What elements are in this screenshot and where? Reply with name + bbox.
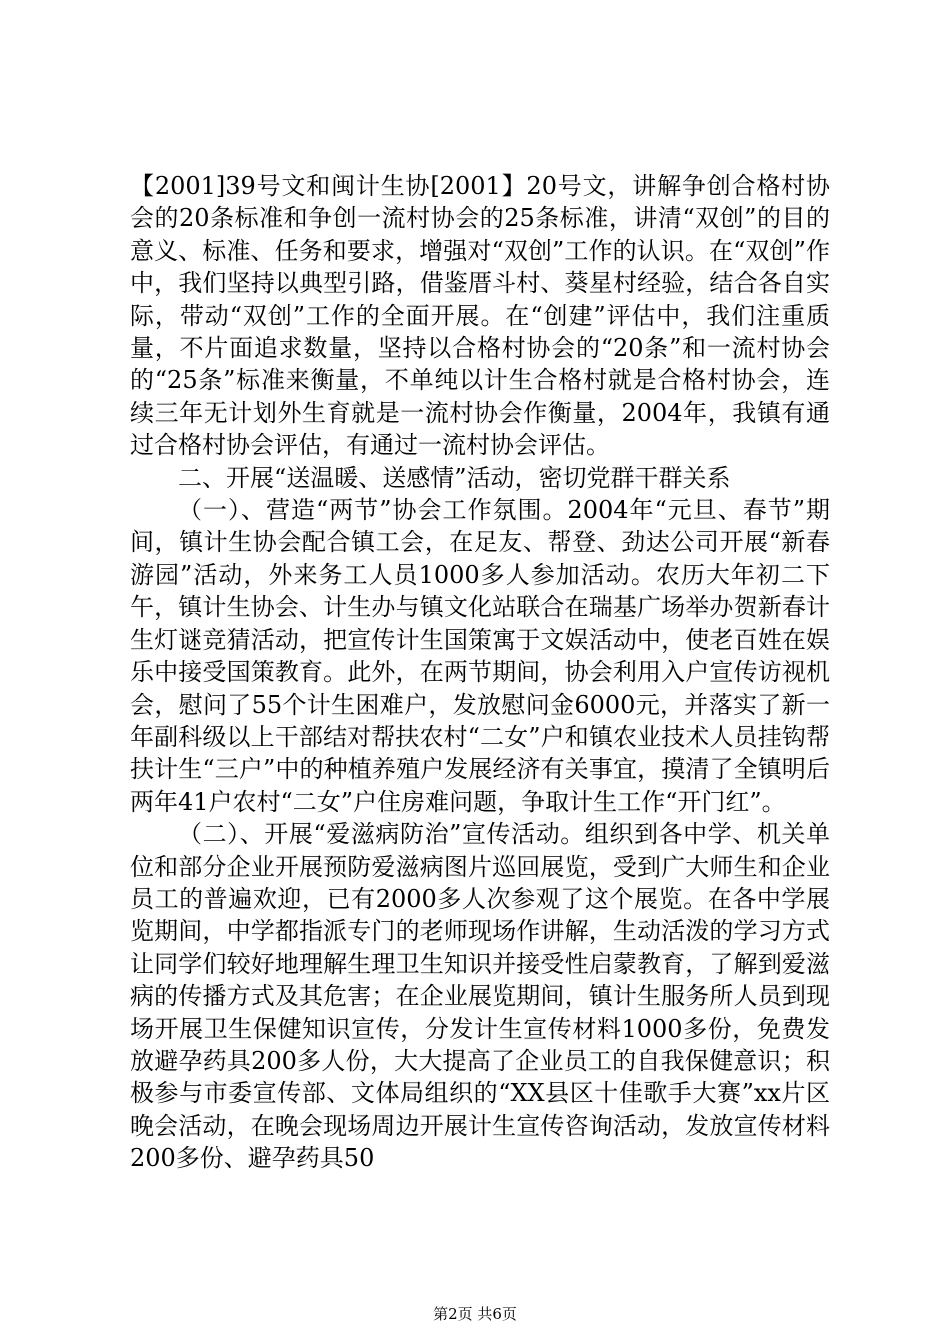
paragraph-continued: 【2001]39号文和闽计生协[2001】20号文，讲解争创合格村协会的20条标准和争创一流村协会的25条标准，讲清“双创”的目的意义、标准、任务和要求，增强对“双创”工作的认识。在“双创”作中，我们坚持以典型引路，借鉴厝斗村、葵星村经验，结合各自实际，带动“双创”工作的全面开展。在“创建”评估中，我们注重质量，不片面追求数量，坚持以合格村协会的“20条”和一流村协会的“25条”标准来衡量，不单纯以计生合格村就是合格村协会，连续三年无计划外生育就是一流村协会作衡量，2004年，我镇有通过合格村协会评估，有通过一流村协会评估。 — [130, 172, 830, 460]
page-footer: 第2页 共6页 — [433, 1305, 517, 1323]
section-heading: 二、开展“送温暖、送感情”活动，密切党群干群关系 — [178, 463, 731, 492]
paragraph-two-festivals: （一）、营造“两节”协会工作氛围。2004年“元旦、春节”期间，镇计生协会配合镇工会，在足友、帮登、劲达公司开展“新春游园”活动，外来务工人员1000多人参加活动。农历大年初二下午，镇计生协会、计生办与镇文化站联合在瑞基广场举办贺新春计生灯谜竞猜活动，把宣传计生国策寓于文娱活动中，使老百姓在娱乐中接受国策教育。此外，在两节期间，协会利用入户宣传访视机会，慰问了55个计生困难户，发放慰问金6000元，并落实了新一年副科级以上干部结对帮扶农村“二女”户和镇农业技术人员挂钩帮扶计生“三户”中的种植养殖户发展经济有关事宜，摸清了全镇明后两年41户农村“二女”户住房难问题，争取计生工作“开门红”。 — [130, 496, 830, 816]
document-body — [130, 170, 830, 1175]
paragraph-aids-prevention: （二）、开展“爱滋病防治”宣传活动。组织到各中学、机关单位和部分企业开展预防爱滋病图片巡回展览，受到广大师生和企业员工的普遍欢迎，已有2000多人次参观了这个展览。在各中学展览期间，中学都指派专门的老师现场作讲解，生动活泼的学习方式让同学们较好地理解生理卫生知识并接受性启蒙教育，了解到爱滋病的传播方式及其危害；在企业展览期间，镇计生服务所人员到现场开展卫生保健知识宣传，分发计生宣传材料1000多份，免费发放避孕药具200多人份，大大提高了企业员工的自我保健意识；积极参与市委宣传部、文体局组织的“XX县区十佳歌手大赛”xx片区晚会活动，在晚会现场周边开展计生宣传咨询活动，发放宣传材料200多份、避孕药具50 — [130, 820, 830, 1173]
